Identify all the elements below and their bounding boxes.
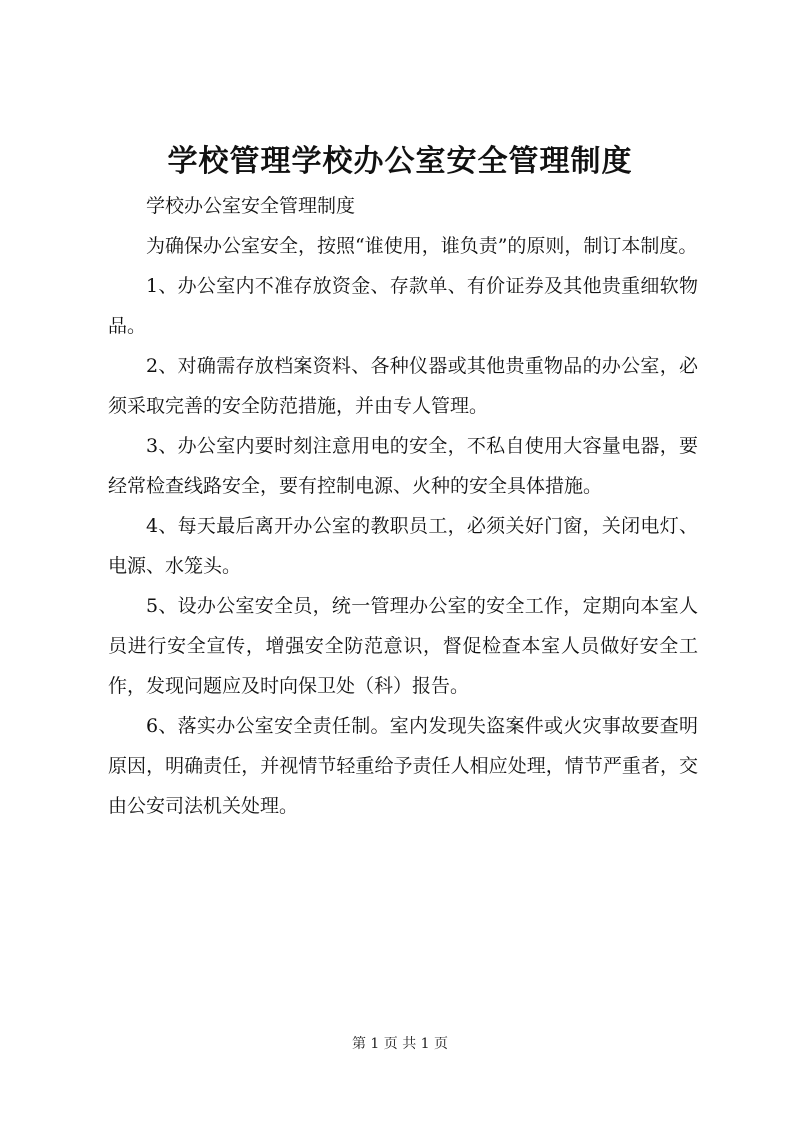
paragraph-rule-5: 5、设办公室安全员，统一管理办公室的安全工作，定期向本室人员进行安全宣传，增强安全防范意识，督促检查本室人员做好安全工作，发现问题应及时向保卫处（科）报告。 bbox=[108, 595, 698, 697]
paragraph-intro: 为确保办公室安全，按照“谁使用，谁负责”的原则，制订本制度。 bbox=[146, 235, 698, 257]
page-footer: 第 1 页 共 1 页 bbox=[351, 1036, 449, 1052]
paragraph-rule-1: 1、办公室内不准存放资金、存款单、有价证券及其他贵重细软物品。 bbox=[108, 275, 698, 337]
document-body bbox=[108, 186, 698, 826]
paragraph-rule-4: 4、每天最后离开办公室的教职员工，必须关好门窗，关闭电灯、电源、水笼头。 bbox=[108, 515, 698, 577]
paragraph-rule-3: 3、办公室内要时刻注意用电的安全，不私自使用大容量电器，要经常检查线路安全，要有控制电源、火种的安全具体措施。 bbox=[108, 435, 698, 497]
paragraph-rule-6: 6、落实办公室安全责任制。室内发现失盗案件或火灾事故要查明原因，明确责任，并视情节轻重给予责任人相应处理，情节严重者，交由公安司法机关处理。 bbox=[108, 715, 698, 817]
paragraph-subtitle: 学校办公室安全管理制度 bbox=[146, 195, 356, 217]
document-title: 学校管理学校办公室安全管理制度 bbox=[167, 144, 633, 179]
paragraph-rule-2: 2、对确需存放档案资料、各种仪器或其他贵重物品的办公室，必须采取完善的安全防范措施，并由专人管理。 bbox=[108, 355, 698, 417]
